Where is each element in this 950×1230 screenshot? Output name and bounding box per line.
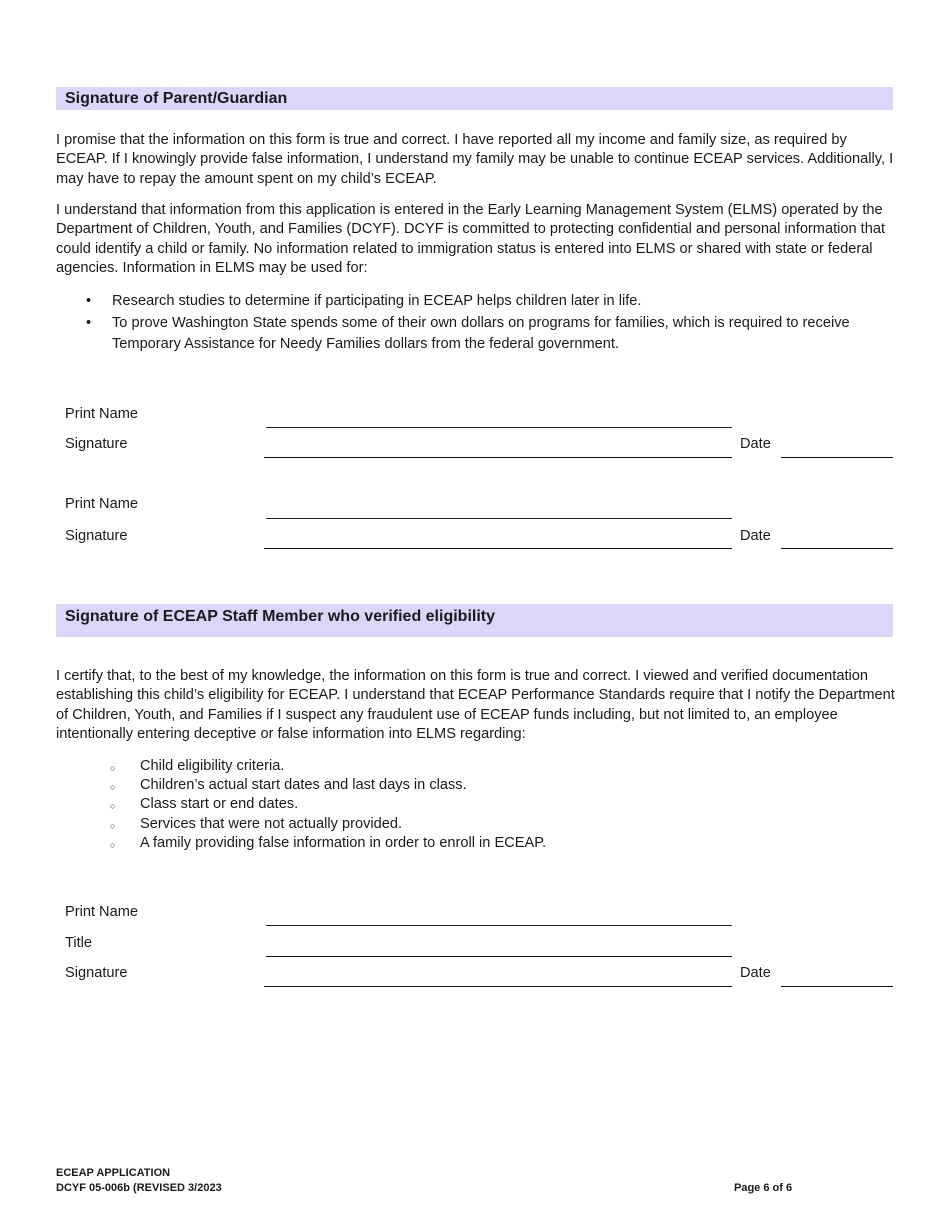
bullet-icon: • (86, 293, 92, 309)
title-field[interactable] (266, 956, 732, 957)
list-item-text: Class start or end dates. (140, 796, 299, 812)
signature-label: Signature (65, 436, 128, 452)
date-field[interactable] (781, 457, 893, 458)
date-field[interactable] (781, 986, 893, 987)
print-name-field[interactable] (266, 427, 732, 428)
print-name-label: Print Name (65, 406, 138, 422)
print-name-label: Print Name (65, 496, 138, 512)
circle-bullet-icon: ○ (110, 821, 116, 831)
date-label: Date (740, 436, 771, 452)
print-name-field[interactable] (266, 518, 732, 519)
circle-bullet-icon: ○ (110, 763, 116, 773)
circle-bullet-icon: ○ (110, 840, 116, 850)
signature-label: Signature (65, 528, 128, 544)
list-item-text: Children’s actual start dates and last days in class. (140, 777, 467, 793)
circle-bullet-icon: ○ (110, 782, 116, 792)
bullet-icon: • (86, 315, 92, 331)
print-name-label: Print Name (65, 904, 138, 920)
parent-signature-heading: Signature of Parent/Guardian (56, 87, 893, 110)
signature-label: Signature (65, 965, 128, 981)
circle-bullet-icon: ○ (110, 801, 116, 811)
elms-information-paragraph: I understand that information from this application is entered in the Early Learning Management System (ELMS) operated by the Department of Children, Youth, and Families (DCYF). DCYF is committed to protecting confidential and personal information that could identify a child or family. No information related to immigration status is entered into ELMS or shared with state or federal agencies. Information in ELMS may be used for: (56, 202, 885, 276)
signature-field[interactable] (264, 457, 732, 458)
list-item-text: A family providing false information in order to enroll in ECEAP. (140, 835, 547, 851)
staff-signature-heading: Signature of ECEAP Staff Member who verified eligibility (56, 604, 893, 637)
list-item-text: Child eligibility criteria. (140, 758, 285, 774)
footer-form-number: DCYF 05-006b (REVISED 3/2023 (56, 1182, 222, 1194)
parent-certification-paragraph: I promise that the information on this form is true and correct. I have reported all my income and family size, as required by ECEAP. If I knowingly provide false information, I understand my family may be unable to continue ECEAP services. Additionally, I may have to repay the amount spent on my child’s ECEAP. (56, 132, 894, 187)
date-field[interactable] (781, 548, 893, 549)
list-item-text: Services that were not actually provided. (140, 816, 403, 832)
footer-form-name: ECEAP APPLICATION (56, 1167, 171, 1179)
page-number: Page 6 of 6 (734, 1182, 793, 1194)
list-item-text: To prove Washington State spends some of their own dollars on programs for families, which is required to receive Temporary Assistance for Needy Families dollars from the federal government. (112, 315, 850, 352)
date-label: Date (740, 528, 771, 544)
signature-field[interactable] (264, 548, 732, 549)
signature-field[interactable] (264, 986, 732, 987)
print-name-field[interactable] (266, 925, 732, 926)
list-item-text: Research studies to determine if participating in ECEAP helps children later in life. (112, 293, 642, 309)
title-label: Title (65, 935, 93, 951)
staff-certification-paragraph: I certify that, to the best of my knowledge, the information on this form is true and correct. I viewed and verified documentation establishing this child’s eligibility for ECEAP. I understand that ECEAP Performance Standards require that I notify the Department of Children, Youth, and Families if I suspect any fraudulent use of ECEAP funds including, but not limited to, an employee intentionally entering deceptive or false information into ELMS regarding: (56, 668, 895, 742)
date-label: Date (740, 965, 771, 981)
